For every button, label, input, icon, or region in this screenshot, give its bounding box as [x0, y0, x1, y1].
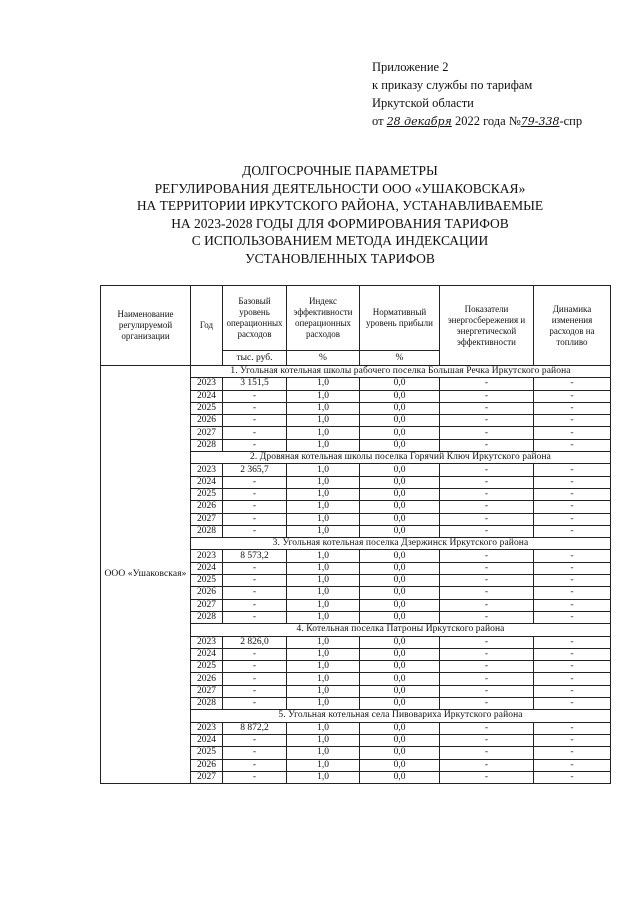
base-opex-cell: -: [223, 661, 287, 673]
profit-level-cell: 0,0: [360, 439, 440, 451]
efficiency-index-cell: 1,0: [287, 734, 360, 746]
energy-saving-cell: -: [440, 439, 534, 451]
profit-level-cell: 0,0: [360, 722, 440, 734]
fuel-dynamics-cell: -: [534, 550, 611, 562]
profit-level-cell: 0,0: [360, 599, 440, 611]
base-opex-cell: -: [223, 415, 287, 427]
fuel-dynamics-cell: -: [534, 698, 611, 710]
organization-name: ООО «Ушаковская»: [101, 366, 191, 784]
fuel-dynamics-cell: -: [534, 599, 611, 611]
efficiency-index-cell: 1,0: [287, 415, 360, 427]
efficiency-index-cell: 1,0: [287, 488, 360, 500]
year-cell: 2024: [191, 562, 223, 574]
fuel-dynamics-cell: -: [534, 771, 611, 783]
base-opex-cell: -: [223, 685, 287, 697]
efficiency-index-cell: 1,0: [287, 747, 360, 759]
fuel-dynamics-cell: -: [534, 611, 611, 623]
base-opex-cell: -: [223, 525, 287, 537]
profit-level-cell: 0,0: [360, 759, 440, 771]
efficiency-index-cell: 1,0: [287, 513, 360, 525]
header-energy-saving: Показатели энергосбережения и энергетической эффективности: [440, 286, 534, 366]
profit-level-cell: 0,0: [360, 488, 440, 500]
energy-saving-cell: -: [440, 501, 534, 513]
fuel-dynamics-cell: -: [534, 501, 611, 513]
energy-saving-cell: -: [440, 378, 534, 390]
profit-level-cell: 0,0: [360, 685, 440, 697]
base-opex-cell: -: [223, 562, 287, 574]
energy-saving-cell: -: [440, 488, 534, 500]
efficiency-index-cell: 1,0: [287, 525, 360, 537]
profit-level-cell: 0,0: [360, 513, 440, 525]
unit-percent: %: [360, 351, 440, 366]
energy-saving-cell: -: [440, 734, 534, 746]
efficiency-index-cell: 1,0: [287, 661, 360, 673]
base-opex-cell: 8 872,2: [223, 722, 287, 734]
efficiency-index-cell: 1,0: [287, 439, 360, 451]
handwritten-number: 79-338: [520, 115, 560, 128]
energy-saving-cell: -: [440, 771, 534, 783]
profit-level-cell: 0,0: [360, 464, 440, 476]
base-opex-cell: -: [223, 759, 287, 771]
energy-saving-cell: -: [440, 661, 534, 673]
fuel-dynamics-cell: -: [534, 427, 611, 439]
fuel-dynamics-cell: -: [534, 747, 611, 759]
efficiency-index-cell: 1,0: [287, 476, 360, 488]
base-opex-cell: 2 826,0: [223, 636, 287, 648]
base-opex-cell: -: [223, 611, 287, 623]
year-cell: 2026: [191, 587, 223, 599]
energy-saving-cell: -: [440, 673, 534, 685]
year-cell: 2023: [191, 722, 223, 734]
energy-saving-cell: -: [440, 759, 534, 771]
efficiency-index-cell: 1,0: [287, 599, 360, 611]
fuel-dynamics-cell: -: [534, 464, 611, 476]
profit-level-cell: 0,0: [360, 771, 440, 783]
efficiency-index-cell: 1,0: [287, 673, 360, 685]
year-cell: 2026: [191, 415, 223, 427]
section-title: 3. Угольная котельная поселка Дзержинск Иркутского района: [191, 538, 611, 550]
base-opex-cell: -: [223, 747, 287, 759]
header-fuel-dynamics: Динамика изменения расходов на топливо: [534, 286, 611, 366]
year-cell: 2023: [191, 464, 223, 476]
year-cell: 2028: [191, 698, 223, 710]
section-title: 2. Дровяная котельная школы поселка Горячий Ключ Иркутского района: [191, 452, 611, 464]
unit-thousand-rub: тыс. руб.: [223, 351, 287, 366]
appendix-block: [372, 58, 582, 131]
fuel-dynamics-cell: -: [534, 476, 611, 488]
energy-saving-cell: -: [440, 648, 534, 660]
fuel-dynamics-cell: -: [534, 390, 611, 402]
document-title: [70, 162, 610, 267]
profit-level-cell: 0,0: [360, 402, 440, 414]
year-cell: 2025: [191, 402, 223, 414]
profit-level-cell: 0,0: [360, 550, 440, 562]
energy-saving-cell: -: [440, 562, 534, 574]
year-cell: 2024: [191, 476, 223, 488]
energy-saving-cell: -: [440, 599, 534, 611]
base-opex-cell: -: [223, 488, 287, 500]
parameters-table: [100, 285, 611, 784]
efficiency-index-cell: 1,0: [287, 759, 360, 771]
fuel-dynamics-cell: -: [534, 648, 611, 660]
title-line-4: НА 2023-2028 ГОДЫ ДЛЯ ФОРМИРОВАНИЯ ТАРИФОВ: [171, 215, 509, 231]
fuel-dynamics-cell: -: [534, 722, 611, 734]
profit-level-cell: 0,0: [360, 648, 440, 660]
base-opex-cell: -: [223, 575, 287, 587]
year-cell: 2025: [191, 575, 223, 587]
efficiency-index-cell: 1,0: [287, 722, 360, 734]
table-header-row: [101, 286, 611, 351]
title-line-1: ДОЛГОСРОЧНЫЕ ПАРАМЕТРЫ: [242, 163, 438, 178]
appendix-date-line: [372, 112, 582, 131]
profit-level-cell: 0,0: [360, 747, 440, 759]
energy-saving-cell: -: [440, 587, 534, 599]
year-cell: 2023: [191, 378, 223, 390]
fuel-dynamics-cell: -: [534, 575, 611, 587]
efficiency-index-cell: 1,0: [287, 698, 360, 710]
base-opex-cell: -: [223, 599, 287, 611]
base-opex-cell: 3 151,5: [223, 378, 287, 390]
profit-level-cell: 0,0: [360, 427, 440, 439]
year-cell: 2027: [191, 771, 223, 783]
fuel-dynamics-cell: -: [534, 562, 611, 574]
base-opex-cell: 8 573,2: [223, 550, 287, 562]
fuel-dynamics-cell: -: [534, 636, 611, 648]
year-cell: 2027: [191, 427, 223, 439]
base-opex-cell: -: [223, 402, 287, 414]
year-cell: 2027: [191, 685, 223, 697]
appendix-line-3: Иркутской области: [372, 96, 474, 110]
base-opex-cell: -: [223, 427, 287, 439]
base-opex-cell: -: [223, 734, 287, 746]
energy-saving-cell: -: [440, 513, 534, 525]
profit-level-cell: 0,0: [360, 501, 440, 513]
efficiency-index-cell: 1,0: [287, 501, 360, 513]
appendix-line-2: к приказу службы по тарифам: [372, 78, 533, 92]
header-base-opex: Базовый уровень операционных расходов: [223, 286, 287, 351]
energy-saving-cell: -: [440, 722, 534, 734]
profit-level-cell: 0,0: [360, 587, 440, 599]
energy-saving-cell: -: [440, 427, 534, 439]
energy-saving-cell: -: [440, 476, 534, 488]
title-line-6: УСТАНОВЛЕННЫХ ТАРИФОВ: [245, 250, 435, 266]
efficiency-index-cell: 1,0: [287, 648, 360, 660]
header-year: Год: [191, 286, 223, 366]
profit-level-cell: 0,0: [360, 390, 440, 402]
efficiency-index-cell: 1,0: [287, 771, 360, 783]
profit-level-cell: 0,0: [360, 562, 440, 574]
year-cell: 2025: [191, 488, 223, 500]
header-profit-level: Нормативный уровень прибыли: [360, 286, 440, 351]
fuel-dynamics-cell: -: [534, 378, 611, 390]
fuel-dynamics-cell: -: [534, 513, 611, 525]
fuel-dynamics-cell: -: [534, 734, 611, 746]
efficiency-index-cell: 1,0: [287, 464, 360, 476]
year-cell: 2026: [191, 673, 223, 685]
base-opex-cell: -: [223, 673, 287, 685]
efficiency-index-cell: 1,0: [287, 587, 360, 599]
fuel-dynamics-cell: -: [534, 685, 611, 697]
year-cell: 2028: [191, 525, 223, 537]
fuel-dynamics-cell: -: [534, 673, 611, 685]
efficiency-index-cell: 1,0: [287, 378, 360, 390]
profit-level-cell: 0,0: [360, 525, 440, 537]
fuel-dynamics-cell: -: [534, 525, 611, 537]
year-cell: 2024: [191, 390, 223, 402]
efficiency-index-cell: 1,0: [287, 685, 360, 697]
profit-level-cell: 0,0: [360, 698, 440, 710]
efficiency-index-cell: 1,0: [287, 427, 360, 439]
base-opex-cell: -: [223, 439, 287, 451]
energy-saving-cell: -: [440, 698, 534, 710]
year-cell: 2024: [191, 648, 223, 660]
energy-saving-cell: -: [440, 550, 534, 562]
profit-level-cell: 0,0: [360, 661, 440, 673]
profit-level-cell: 0,0: [360, 734, 440, 746]
section-title: 5. Угольная котельная села Пивовариха Иркутского района: [191, 710, 611, 722]
title-line-3: НА ТЕРРИТОРИИ ИРКУТСКОГО РАЙОНА, УСТАНАВЛИВАЕМЫЕ: [136, 198, 544, 213]
energy-saving-cell: -: [440, 611, 534, 623]
efficiency-index-cell: 1,0: [287, 611, 360, 623]
efficiency-index-cell: 1,0: [287, 636, 360, 648]
base-opex-cell: -: [223, 698, 287, 710]
base-opex-cell: -: [223, 648, 287, 660]
year-cell: 2023: [191, 636, 223, 648]
profit-level-cell: 0,0: [360, 636, 440, 648]
date-suffix: 2022 года №: [454, 114, 521, 128]
efficiency-index-cell: 1,0: [287, 575, 360, 587]
energy-saving-cell: -: [440, 464, 534, 476]
energy-saving-cell: -: [440, 390, 534, 402]
year-cell: 2025: [191, 747, 223, 759]
fuel-dynamics-cell: -: [534, 661, 611, 673]
profit-level-cell: 0,0: [360, 575, 440, 587]
fuel-dynamics-cell: -: [534, 587, 611, 599]
base-opex-cell: 2 365,7: [223, 464, 287, 476]
efficiency-index-cell: 1,0: [287, 550, 360, 562]
year-cell: 2028: [191, 439, 223, 451]
profit-level-cell: 0,0: [360, 415, 440, 427]
energy-saving-cell: -: [440, 747, 534, 759]
fuel-dynamics-cell: -: [534, 415, 611, 427]
profit-level-cell: 0,0: [360, 673, 440, 685]
fuel-dynamics-cell: -: [534, 402, 611, 414]
base-opex-cell: -: [223, 587, 287, 599]
unit-percent: %: [287, 351, 360, 366]
energy-saving-cell: -: [440, 685, 534, 697]
energy-saving-cell: -: [440, 525, 534, 537]
appendix-line-1: Приложение 2: [372, 60, 449, 74]
section-title: 4. Котельная поселка Патроны Иркутского района: [191, 624, 611, 636]
year-cell: 2027: [191, 599, 223, 611]
base-opex-cell: -: [223, 501, 287, 513]
fuel-dynamics-cell: -: [534, 759, 611, 771]
section-row: [101, 366, 611, 378]
efficiency-index-cell: 1,0: [287, 390, 360, 402]
year-cell: 2026: [191, 759, 223, 771]
base-opex-cell: -: [223, 476, 287, 488]
fuel-dynamics-cell: -: [534, 439, 611, 451]
efficiency-index-cell: 1,0: [287, 562, 360, 574]
year-cell: 2025: [191, 661, 223, 673]
profit-level-cell: 0,0: [360, 378, 440, 390]
profit-level-cell: 0,0: [360, 611, 440, 623]
title-line-5: С ИСПОЛЬЗОВАНИЕМ МЕТОДА ИНДЕКСАЦИИ: [191, 233, 489, 248]
fuel-dynamics-cell: -: [534, 488, 611, 500]
header-organization: Наименование регулируемой организации: [101, 286, 191, 366]
year-cell: 2024: [191, 734, 223, 746]
base-opex-cell: -: [223, 771, 287, 783]
energy-saving-cell: -: [440, 636, 534, 648]
section-title: 1. Угольная котельная школы рабочего поселка Большая Речка Иркутского района: [191, 366, 611, 378]
number-suffix: -спр: [559, 114, 583, 128]
energy-saving-cell: -: [440, 415, 534, 427]
energy-saving-cell: -: [440, 575, 534, 587]
title-line-2: РЕГУЛИРОВАНИЯ ДЕЯТЕЛЬНОСТИ ООО «УШАКОВСКАЯ»: [154, 180, 526, 196]
efficiency-index-cell: 1,0: [287, 402, 360, 414]
year-cell: 2026: [191, 501, 223, 513]
date-prefix: от: [372, 114, 384, 128]
handwritten-date: 28 декабря: [386, 115, 452, 128]
base-opex-cell: -: [223, 513, 287, 525]
base-opex-cell: -: [223, 390, 287, 402]
energy-saving-cell: -: [440, 402, 534, 414]
year-cell: 2027: [191, 513, 223, 525]
profit-level-cell: 0,0: [360, 476, 440, 488]
year-cell: 2028: [191, 611, 223, 623]
header-efficiency-index: Индекс эффективности операционных расходов: [287, 286, 360, 351]
year-cell: 2023: [191, 550, 223, 562]
